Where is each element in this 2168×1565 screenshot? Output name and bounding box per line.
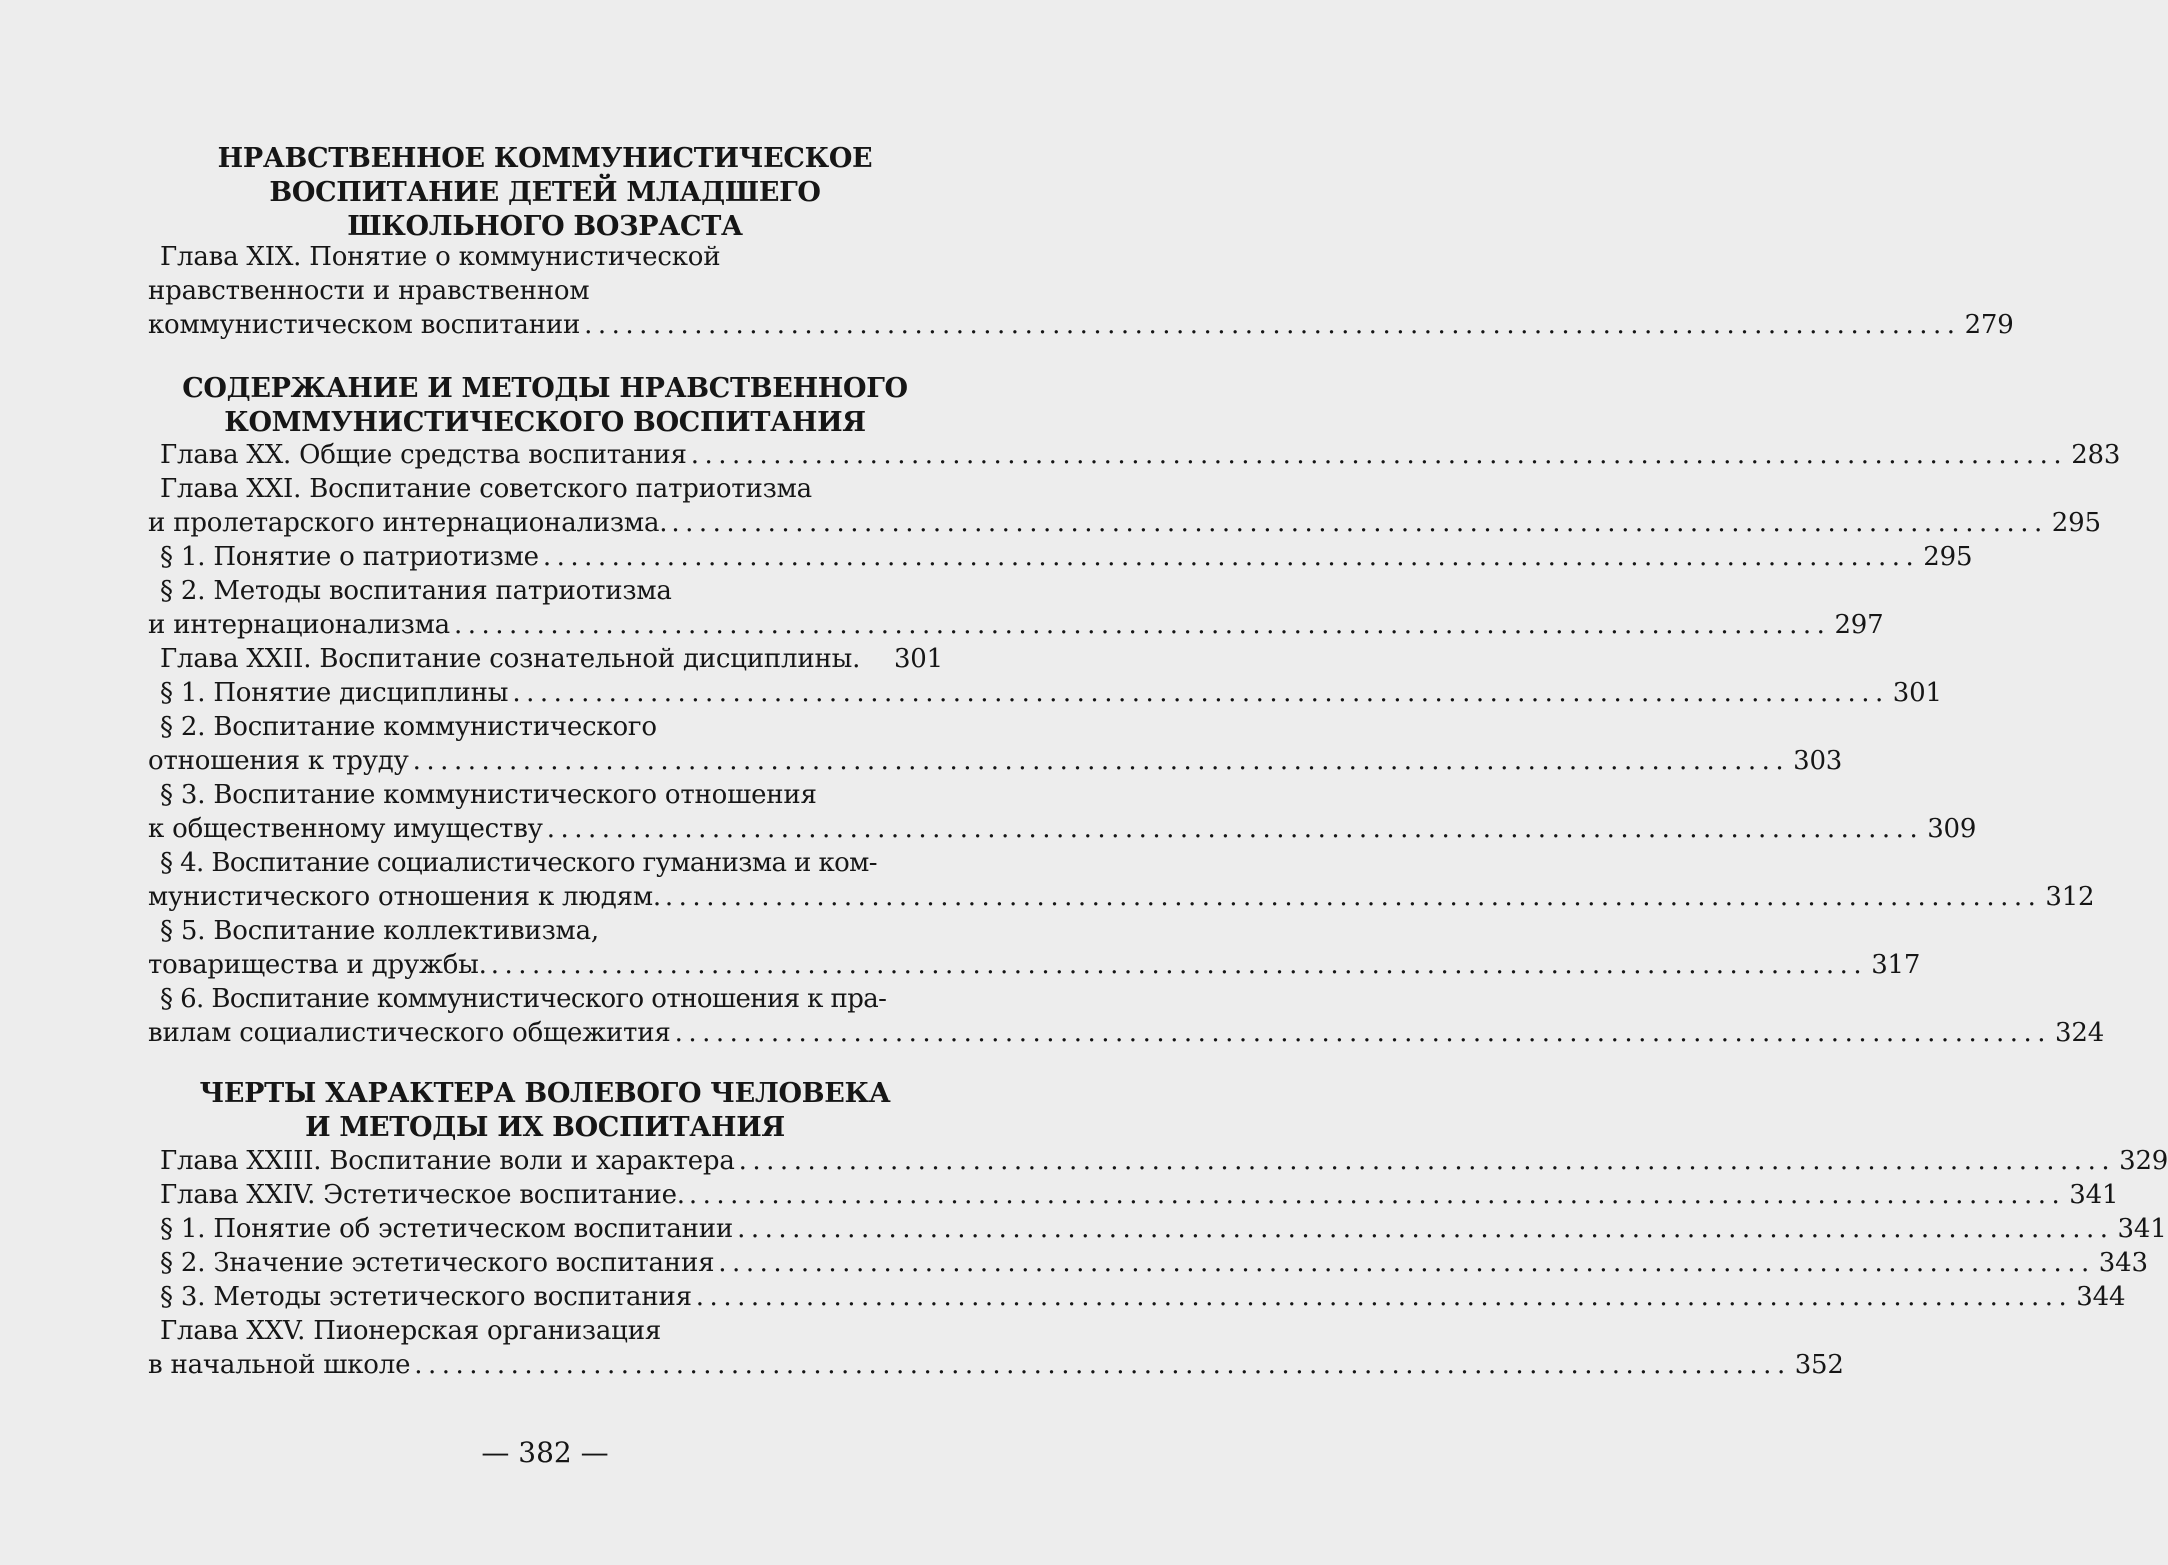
toc-entry-ch19 bbox=[148, 308, 2014, 342]
dot-leader: .................................................................................................... bbox=[542, 542, 1920, 572]
section-heading-line: ШКОЛЬНОГО ВОЗРАСТА bbox=[347, 211, 743, 242]
dot-leader: .................................................................................................... bbox=[695, 1282, 2073, 1312]
page-number: 279 bbox=[1964, 310, 2014, 340]
toc-entry-ch22-s2 bbox=[148, 744, 1843, 778]
toc-entry-ch22-s2-line1: § 2. Воспитание коммунистического bbox=[160, 712, 657, 742]
toc-entry-text: Глава XX. Общие средства воспитания bbox=[160, 440, 687, 470]
toc-entry-text: § 3. Методы эстетического воспитания bbox=[160, 1282, 692, 1312]
toc-entry-ch24-s1 bbox=[148, 1212, 2167, 1246]
section-heading-character-traits bbox=[150, 1077, 940, 1145]
toc-entry-text: Глава XXII. Воспитание сознательной дисциплины. bbox=[160, 644, 861, 674]
toc-entry-ch21 bbox=[148, 506, 2101, 540]
dot-leader: .................................................................................................... bbox=[490, 950, 1868, 980]
toc-entry-ch22-s6-line1: § 6. Воспитание коммунистического отношения к пра- bbox=[160, 984, 887, 1014]
page-number: 295 bbox=[2051, 508, 2101, 538]
toc-entry-ch19-line2: нравственности и нравственном bbox=[148, 276, 590, 306]
toc-entry-ch24 bbox=[148, 1178, 2119, 1212]
page-number: 317 bbox=[1871, 950, 1921, 980]
toc-entry-text: товарищества и дружбы. bbox=[148, 950, 487, 980]
page-number: 301 bbox=[893, 644, 943, 674]
dot-leader: .................................................................................................... bbox=[690, 440, 2068, 470]
page-number: 329 bbox=[2119, 1146, 2168, 1176]
toc-entry-ch19-line1: Глава XIX. Понятие о коммунистической bbox=[160, 242, 721, 272]
toc-entry-text: § 1. Понятие об эстетическом воспитании bbox=[160, 1214, 734, 1244]
section-heading-line: ВОСПИТАНИЕ ДЕТЕЙ МЛАДШЕГО bbox=[269, 177, 821, 208]
dot-leader: .................................................................................................... bbox=[412, 746, 1790, 776]
toc-entry-ch21-s2-line1: § 2. Методы воспитания патриотизма bbox=[160, 576, 672, 606]
toc-entry-text: § 2. Значение эстетического воспитания bbox=[160, 1248, 715, 1278]
page-number: 295 bbox=[1923, 542, 1973, 572]
toc-entry-ch22-s1 bbox=[148, 676, 1942, 710]
dot-leader: .................................................................................................... bbox=[584, 310, 1961, 340]
page-number: 309 bbox=[1927, 814, 1977, 844]
toc-entry-ch22-s4-line1: § 4. Воспитание социалистического гуманизма и ком- bbox=[160, 848, 877, 878]
page-number: 301 bbox=[1892, 678, 1942, 708]
dot-leader: .................................................................................................... bbox=[737, 1214, 2114, 1244]
toc-entry-ch22-s6 bbox=[148, 1016, 2105, 1050]
toc-entry-text: коммунистическом воспитании bbox=[148, 310, 581, 340]
toc-entry-text: и пролетарского интернационализма. bbox=[148, 508, 668, 538]
toc-entry-ch25 bbox=[148, 1348, 1844, 1382]
toc-entry-text: к общественному имуществу bbox=[148, 814, 543, 844]
page-number: 344 bbox=[2076, 1282, 2126, 1312]
toc-entry-ch21-line1: Глава XXI. Воспитание советского патриотизма bbox=[160, 474, 812, 504]
toc-entry-text: Глава XXIV. Эстетическое воспитание. bbox=[160, 1180, 685, 1210]
toc-entry-ch23 bbox=[148, 1144, 2168, 1178]
section-heading-line: КОММУНИСТИЧЕСКОГО ВОСПИТАНИЯ bbox=[224, 407, 866, 438]
dot-leader: .................................................................................................... bbox=[718, 1248, 2095, 1278]
section-heading-line: И МЕТОДЫ ИХ ВОСПИТАНИЯ bbox=[305, 1112, 785, 1143]
toc-entry-ch24-s2 bbox=[148, 1246, 2148, 1280]
toc-entry-ch21-s2 bbox=[148, 608, 1884, 642]
toc-entry-ch25-line1: Глава XXV. Пионерская организация bbox=[160, 1316, 662, 1346]
page-number: 341 bbox=[2117, 1214, 2167, 1244]
toc-entry-text: § 1. Понятие о патриотизме bbox=[160, 542, 539, 572]
toc-entry-ch21-s1 bbox=[148, 540, 1973, 574]
page-number: 341 bbox=[2069, 1180, 2119, 1210]
page-folio-number: — 382 — bbox=[481, 1436, 609, 1469]
toc-entry-text: отношения к труду bbox=[148, 746, 409, 776]
toc-entry-text: вилам социалистического общежития bbox=[148, 1018, 671, 1048]
page-number: 352 bbox=[1794, 1350, 1844, 1380]
dot-leader: .................................................................................................... bbox=[453, 610, 1831, 640]
toc-entry-text: и интернационализма bbox=[148, 610, 450, 640]
page-number: 283 bbox=[2071, 440, 2121, 470]
page-number: 312 bbox=[2045, 882, 2095, 912]
dot-leader: .................................................................................................... bbox=[414, 1350, 1791, 1380]
toc-entry-ch22-s3 bbox=[148, 812, 1977, 846]
toc-entry-text: Глава XXIII. Воспитание воли и характера bbox=[160, 1146, 735, 1176]
dot-leader: .................................................................................................... bbox=[512, 678, 1889, 708]
page-number: 324 bbox=[2055, 1018, 2105, 1048]
toc-entry-text: мунистического отношения к людям. bbox=[148, 882, 661, 912]
section-heading-content-methods bbox=[150, 372, 940, 440]
toc-entry-ch20 bbox=[148, 438, 2121, 472]
section-heading-moral-education bbox=[150, 142, 940, 244]
dot-leader: .................................................................................................... bbox=[738, 1146, 2116, 1176]
dot-leader: .................................................................................................... bbox=[664, 882, 2042, 912]
dot-leader: .................................................................................................... bbox=[674, 1018, 2052, 1048]
page-number: 343 bbox=[2098, 1248, 2148, 1278]
toc-entry-text: § 1. Понятие дисциплины bbox=[160, 678, 509, 708]
dot-leader: .................................................................................................... bbox=[546, 814, 1924, 844]
page-number: 297 bbox=[1834, 610, 1884, 640]
toc-entry-ch22-s4 bbox=[148, 880, 2095, 914]
toc-entry-ch22 bbox=[148, 642, 943, 676]
toc-entry-ch24-s3 bbox=[148, 1280, 2126, 1314]
section-heading-line: СОДЕРЖАНИЕ И МЕТОДЫ НРАВСТВЕННОГО bbox=[182, 373, 908, 404]
dot-leader: .................................................................................................... bbox=[688, 1180, 2066, 1210]
toc-entry-text: в начальной школе bbox=[148, 1350, 411, 1380]
dot-leader: .................................................................................................... bbox=[671, 508, 2048, 538]
toc-entry-ch22-s5 bbox=[148, 948, 1921, 982]
toc-entry-ch22-s3-line1: § 3. Воспитание коммунистического отношения bbox=[160, 780, 817, 810]
page-number: 303 bbox=[1793, 746, 1843, 776]
toc-entry-ch22-s5-line1: § 5. Воспитание коллективизма, bbox=[160, 916, 599, 946]
section-heading-line: НРАВСТВЕННОЕ КОММУНИСТИЧЕСКОЕ bbox=[217, 143, 873, 174]
section-heading-line: ЧЕРТЫ ХАРАКТЕРА ВОЛЕВОГО ЧЕЛОВЕКА bbox=[199, 1078, 891, 1109]
